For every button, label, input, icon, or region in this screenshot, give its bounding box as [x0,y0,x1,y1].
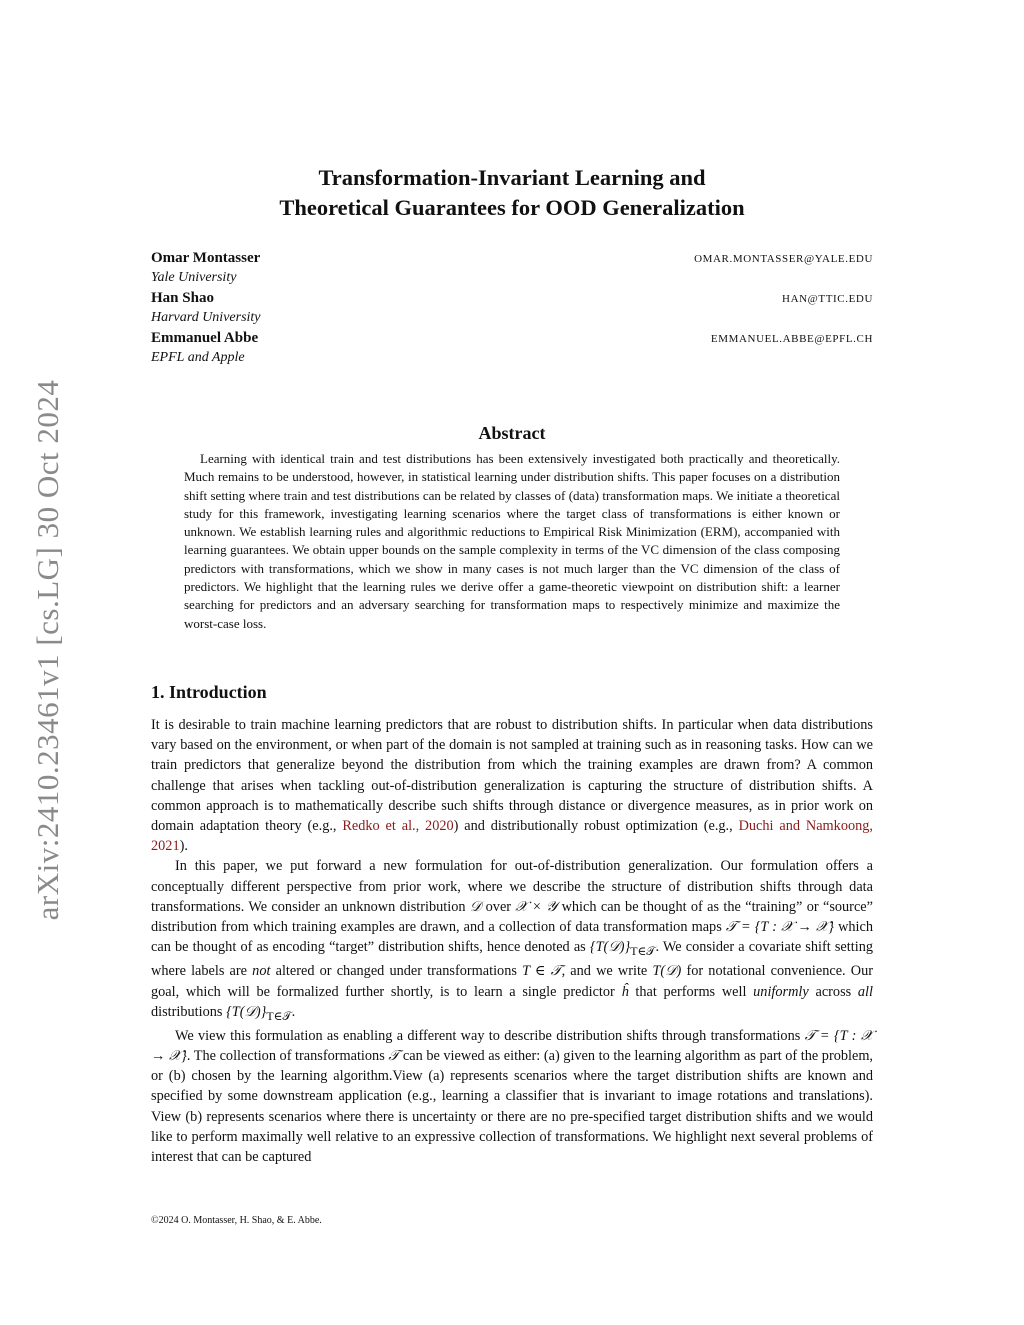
math: T ∈ 𝒯 [522,963,562,980]
abstract-heading: Abstract [478,423,546,443]
author-email[interactable]: HAN@TTIC.EDU [782,293,873,305]
math: ĥ [621,983,629,1000]
math: T(𝒟) [652,963,682,980]
author-affiliation: EPFL and Apple [151,350,245,365]
copyright-footer: ©2024 O. Montasser, H. Shao, & E. Abbe. [151,1215,322,1226]
math: {T(𝒟)} [226,1003,267,1020]
math: 𝒯 = {T : 𝒳 → 𝒳} [725,919,834,936]
math-subscript: T∈𝒯 [266,1008,292,1023]
math-subscript: T∈𝒯 [630,944,656,959]
section-heading: 1. Introduction [151,682,267,702]
author-block [151,250,873,370]
citation-link[interactable]: Duchi and Namkoong, 2021 [151,818,873,855]
emphasis: all [857,983,873,1000]
arxiv-identifier: arXiv:2410.23461v1 [cs.LG] 30 Oct 2024 [30,379,65,921]
citation-link[interactable]: Redko et al., 2020 [342,818,454,835]
author-entry [151,290,873,330]
section-body [151,715,873,1167]
author-affiliation: Harvard University [151,310,261,325]
author-name: Han Shao [151,290,214,306]
math: 𝒯 [388,1047,400,1064]
paragraph-2: In this paper, we put forward a new formulation for out-of-distribution generalization. Our formulation offers a conceptually different perspective from prior work, where we describe the structure of distribution shifts through data transformations. We consider an unknown distribution 𝒟 over 𝒳 × 𝒴 which can be thought of as the “training” or “source” distribution from which training examples are drawn, and a collection of data transformation maps 𝒯 = {T : 𝒳 → 𝒳} which can be thought of as encoding “target” distribution shifts, hence denoted as $\{T(𝒟)\}_{T\in 𝒯}$. We consider a covariate shift setting where labels are not altered or changed under transformations T ∈ 𝒯, and we write T(𝒟) for notational convenience. Our goal, which will be formalized further shortly, is to learn a single predictor ĥ that performs well uniformly across all distributions $\{T(𝒟)\}_{T\in 𝒯}$. [151,858,874,1023]
math: 𝒯 = {T : 𝒳 → 𝒳} [151,1027,873,1064]
author-name: Omar Montasser [151,250,261,266]
paper-title [0,163,1024,223]
emphasis: uniformly [753,983,809,1000]
author-email[interactable]: OMAR.MONTASSER@YALE.EDU [694,253,873,265]
title-line-2: Theoretical Guarantees for OOD Generalization [279,195,745,220]
paragraph-1: It is desirable to train machine learning predictors that are robust to distribution shifts. In particular when data distributions vary based on the environment, or when part of the domain is not sampled at training such as in reasoning tasks. How can we train predictors that generalize beyond the distribution from which the training examples are drawn from? A common challenge that arises when tackling out-of-distribution generalization is capturing the structure of distribution shifts. A common approach is to mathematically describe such shifts through distance or divergence measures, as in prior work on domain adaptation theory (e.g., Redko et al., 2020) and distributionally robust optimization (e.g., Duchi and Namkoong, 2021). [151,717,873,855]
abstract-text: Learning with identical train and test distributions has been extensively investigated both practically and theoretically. Much remains to be understood, however, in statistical learning under distribution shifts. This paper focuses on a distribution shift setting where train and test distributions can be related by classes of (data) transformation maps. We initiate a theoretical study for this framework, investigating learning scenarios where the target class of transformations is either known or unknown. We establish learning rules and algorithmic reductions to Empirical Risk Minimization (ERM), accompanied with learning guarantees. We obtain upper bounds on the sample complexity in terms of the VC dimension of the class composing predictors with transformations, which we show in many cases is not much larger than the VC dimension of the class of predictors. We highlight that the learning rules we derive offer a game-theoretic viewpoint on distribution shift: a learner searching for predictors and an adversary searching for transformation maps to respectively minimize and maximize the worst-case loss. [184,451,840,631]
author-entry [151,330,873,370]
math: 𝒟 [469,898,482,915]
title-line-1: Transformation-Invariant Learning and [318,165,706,190]
author-name: Emmanuel Abbe [151,330,259,346]
math: {T(𝒟)} [589,939,631,956]
author-affiliation: Yale University [151,270,237,285]
emphasis: not [252,963,271,980]
author-email[interactable]: EMMANUEL.ABBE@EPFL.CH [710,333,873,345]
math: 𝒳 × 𝒴 [515,898,558,915]
paragraph-3: We view this formulation as enabling a different way to describe distribution shifts through transformations 𝒯 = {T : 𝒳 → 𝒳}. The collection of transformations 𝒯 can be viewed as either: (a) given to the learning algorithm as part of the problem, or (b) chosen by the learning algorithm.View (a) represents scenarios where the target distribution shifts are known and specified by some downstream application (e.g., learning a classifier that is invariant to image rotations and translations). View (b) represents scenarios where there is uncertainty or there are no pre-specified target distribution shifts and we would like to perform maximally well relative to an expressive collection of transformations. We highlight next several problems of interest that can be captured [151,1027,874,1165]
author-entry [151,250,873,290]
